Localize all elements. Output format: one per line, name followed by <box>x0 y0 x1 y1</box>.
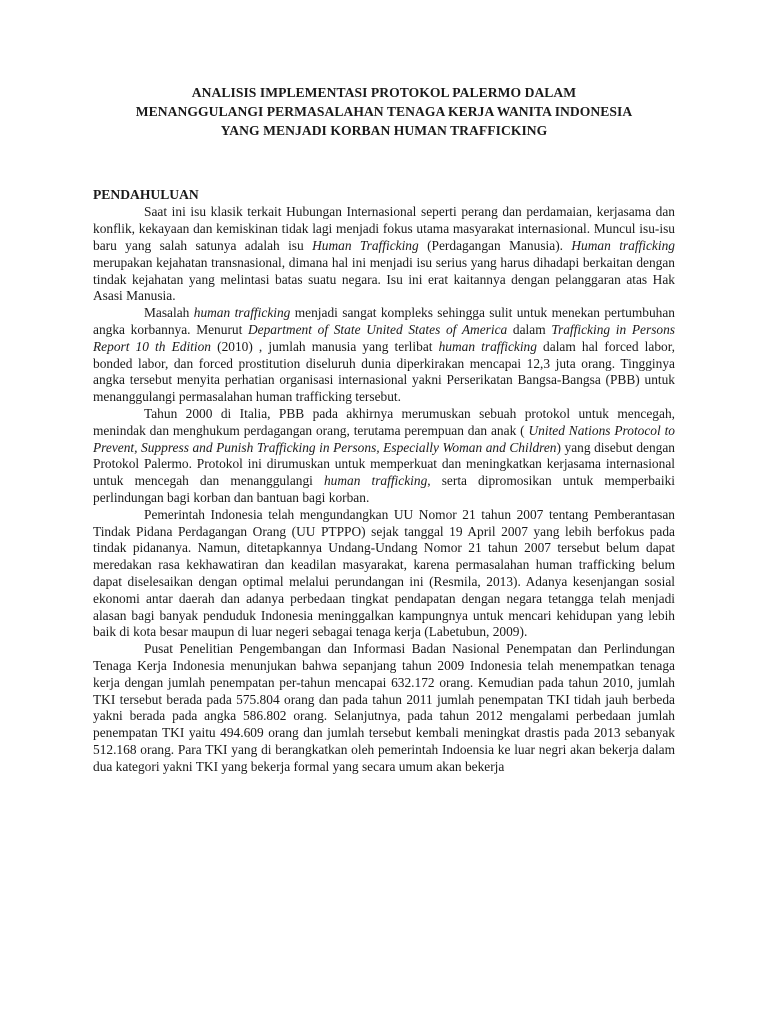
title-line: ANALISIS IMPLEMENTASI PROTOKOL PALERMO DALAM <box>191 85 577 100</box>
paragraph-text: Pusat Penelitian Pengembangan dan Informasi Badan Nasional Penempatan dan Perlindungan Tenaga Kerja Indonesia menunjukan bahwa sepanjang tahun 2009 Indonesia telah menempatkan tenaga kerja dengan jumlah penempatan per-tahun mencapai 632.172 orang. Kemudian pada tahun 2010, jumlah TKI tersebut berada pada 575.804 orang dan pada tahun 2011 jumlah penempatan TKI tidah jauh berbeda yakni berada pada angka 586.802 orang. Selanjutnya, pada tahun 2012 mengalami perbedaan jumlah penempatan TKI yaitu 494.609 orang dan jumlah tersebut kembali meningkat drastis pada 2013 sebanyak 512.168 orang. Para TKI yang di berangkatkan oleh pemerintah Indoensia ke luar negri akan bekerja dalam dua kategori yakni TKI yang bekerja formal yang secara umum akan bekerja <box>93 641 675 774</box>
italic-text: Human Trafficking <box>312 237 419 253</box>
document-page <box>93 84 675 775</box>
paragraph-text: merupakan kejahatan transnasional, dimana hal ini menjadi isu serius yang harus dihadapi berkaitan dengan tindak kejahatan yang melintasi batas suatu negara. Isu ini erat kaitannya dengan pelanggaran atas Hak Asasi Manusia. <box>93 254 675 304</box>
title-line: MENANGGULANGI PERMASALAHAN TENAGA KERJA WANITA INDONESIA <box>135 103 633 119</box>
document-title <box>93 84 675 140</box>
italic-text: United Nations Protocol to Prevent, Suppress and Punish Trafficking in Persons, Especially Woman and Children <box>93 422 676 455</box>
italic-text: human trafficking <box>438 338 537 354</box>
paragraph-text: menjadi sangat kompleks sehingga sulit untuk menekan pertumbuhan angka korbannya. Menurut <box>93 305 675 337</box>
title-line: YANG MENJADI KORBAN HUMAN TRAFFICKING <box>220 122 548 138</box>
italic-text: Department of State United States of America <box>248 321 508 337</box>
section-heading: PENDAHULUAN <box>93 187 199 203</box>
paragraph-text: dalam <box>507 321 552 337</box>
paragraph-text: (2010) , jumlah manusia yang terlibat <box>211 338 439 354</box>
paragraph-text: ) yang disebut dengan Protokol Palermo. Protokol ini dirumuskan untuk memperkuat dan meningkatkan kerjasama internasional untuk mencegah dan menanggulangi <box>93 439 675 489</box>
italic-text: Human trafficking <box>571 237 675 253</box>
italic-text: human trafficking <box>323 473 428 489</box>
paragraph-text: Saat ini isu klasik terkait Hubungan Internasional seperti perang dan perdamaian, kerjasama dan konflik, kekayaan dan kemiskinan tidak lagi menjadi fokus utama masyarakat internasional. Muncul isu-isu baru yang salah satunya adalah isu <box>93 204 675 253</box>
paragraph-text: Masalah <box>144 305 194 321</box>
body-paragraph <box>93 204 675 305</box>
body-paragraph <box>93 406 675 507</box>
paragraph-text: Pemerintah Indonesia telah mengundangkan UU Nomor 21 tahun 2007 tentang Pemberantasan Tindak Pidana Perdagangan Orang (UU PTPPO) sejak tanggal 19 April 2007 yang lebih berfokus pada tindak pidananya. Namun, ditetapkannya Undang-Undang Nomor 21 tahun 2007 tersebut belum dapat meredakan rasa kekhawatiran dan keadilan masyarakat, karena permasalahan human trafficking belum dapat diselesaikan dengan optimal melalui perundangan ini (Resmila, 2013). Adanya kesenjangan sosial ekonomi antar daerah dan adanya perbedaan tingkat pendapatan dengan negara tetangga telah menjadi alasan bagi banyak penduduk Indonesia meninggalkan kampungnya untuk mencari kehidupan yang lebih baik di kota besar maupun di luar negeri sebagai tenaga kerja (Labetubun, 2009). <box>93 506 675 640</box>
body-paragraph <box>93 507 675 641</box>
paragraph-text: dalam hal forced labor, bonded labor, dan forced prostitution diseluruh dunia diperkirakan mencapai 12,3 juta orang. Tingginya angka tersebut menyita perhatian organisasi internasional yakni Perserikatan Bangsa-Bangsa (PBB) untuk menanggulangi permasalahan human trafficking tersebut. <box>93 338 675 405</box>
paragraph-text: (Perdagangan Manusia). <box>418 237 572 253</box>
body-text <box>93 204 675 775</box>
paragraph-text: , serta dipromosikan untuk memperbaiki perlindungan bagi korban dan bantuan bagi korban. <box>93 473 675 505</box>
paragraph-text: Tahun 2000 di Italia, PBB pada akhirnya merumuskan sebuah protokol untuk mencegah, menindak dan menghukum perdagangan orang, terutama perempuan dan anak ( <box>93 405 675 438</box>
body-paragraph <box>93 641 675 775</box>
body-paragraph <box>93 305 675 406</box>
italic-text: human trafficking <box>193 305 291 321</box>
italic-text: Trafficking in Persons Report 10 th Edition <box>93 321 676 354</box>
